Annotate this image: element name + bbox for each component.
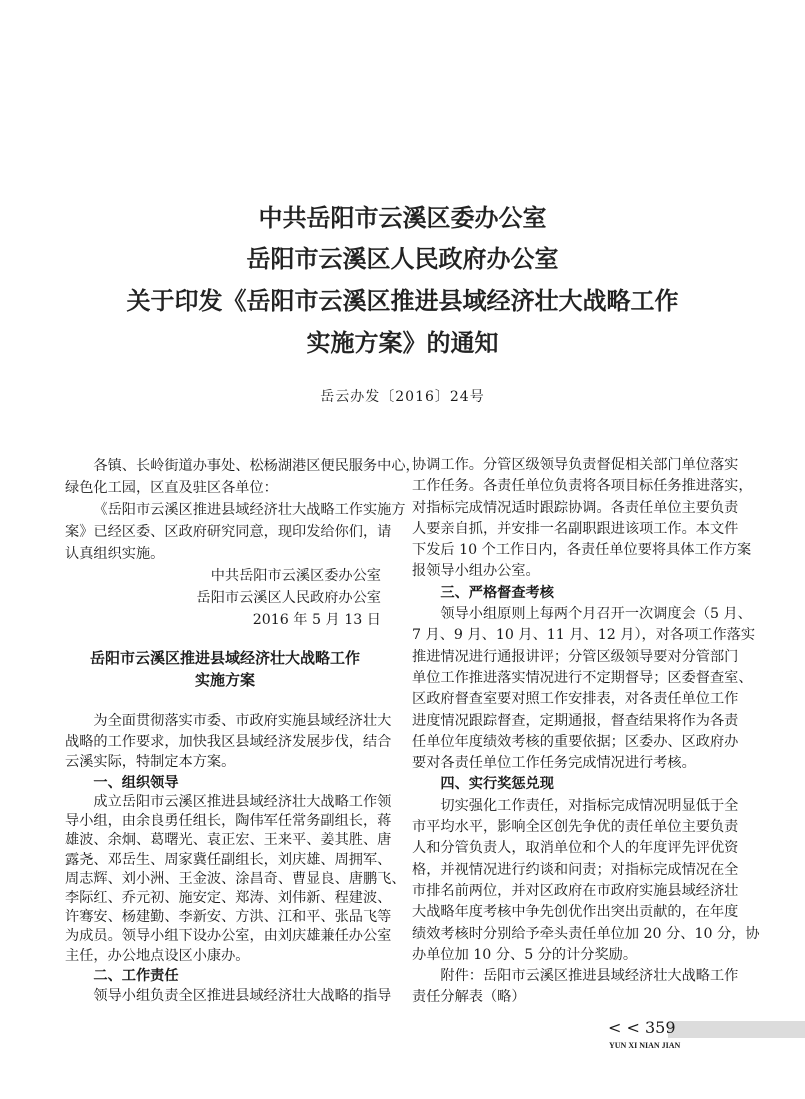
text-line: 主任，办公地点设区小康办。 — [65, 947, 250, 964]
paragraph — [65, 455, 420, 499]
text-line: 绩效考核时分别给予牵头责任单位加 20 分、10 分，协 — [412, 925, 760, 942]
text-line: 《岳阳市云溪区推进县域经济壮大战略工作实施方 — [93, 502, 406, 518]
text-line: 四、实行奖惩兑现 — [440, 776, 554, 793]
text-line: 李际红、乔元初、施安定、郑涛、刘伟新、程建波、 — [65, 890, 392, 907]
issuer-title-2: 岳阳市云溪区人民政府办公室 — [246, 245, 559, 273]
paragraph — [412, 966, 739, 1009]
text-line: 任单位年度绩效考核的重要依据；区委办、区政府办 — [412, 733, 739, 750]
text-line: 周志辉、刘小洲、王金波、涂昌奇、曹显良、唐鹏飞、 — [65, 870, 406, 887]
notice-title-2: 实施方案》的通知 — [306, 329, 499, 357]
text-line: 中共岳阳市云溪区委办公室 — [210, 568, 381, 584]
text-line: 进度情况跟踪督查，定期通报，督查结果将作为各责 — [412, 712, 739, 729]
notice-title-1: 关于印发《岳阳市云溪区推进县域经济壮大战略工作 — [126, 287, 679, 315]
text-line: 人和分管负责人，取消单位和个人的年度评先评优资 — [412, 840, 739, 857]
text-line: 工作任务。各责任单位负责将各项目标任务推进落实， — [412, 478, 753, 495]
text-line: 各镇、长岭街道办事处、松杨湖港区便民服务中心， — [93, 458, 420, 474]
text-line: 实施方案 — [194, 671, 255, 689]
text-line: 岳阳市云溪区推进县域经济壮大战略工作 — [89, 649, 360, 667]
text-line: 人要亲自抓，并安排一名副职跟进该项工作。本文件 — [412, 520, 739, 537]
text-line: 为全面贯彻落实市委、市政府实施县域经济壮大 — [93, 713, 392, 729]
text-line: 7 月、9 月、10 月、11 月、12 月），对各项工作落实 — [412, 627, 756, 644]
text-line: 2016 年 5 月 13 日 — [252, 612, 381, 628]
right-column — [412, 455, 760, 1009]
text-line: 大战略年度考核中争先创优作出突出贡献的，在年度 — [412, 904, 739, 921]
section-heading — [65, 966, 385, 986]
left-column — [65, 455, 420, 1006]
signature-block — [65, 565, 385, 631]
text-line: 露尧、邓岳生、周家冀任副组长，刘庆雄、周拥军、 — [65, 851, 392, 868]
section-heading — [412, 583, 732, 604]
text-line: 格，并视情况进行约谈和问责；对指标完成情况在全 — [412, 861, 739, 878]
text-line: 要对各责任单位工作任务完成情况进行考核。 — [412, 755, 696, 772]
text-line: 许骞安、杨建勤、李新安、方洪、江和平、张品飞等 — [65, 909, 392, 926]
text-line: 绿色化工园，区直及驻区各单位： — [65, 480, 278, 496]
text-line: 为成员。领导小组下设办公室，由刘庆雄兼任办公室 — [65, 928, 392, 945]
text-line: 市平均水平，影响全区创先争优的责任单位主要负责 — [412, 819, 739, 836]
paragraph — [65, 986, 392, 1006]
text-line: 二、工作责任 — [93, 967, 179, 984]
text-line: 办单位加 10 分、5 分的计分奖励。 — [412, 946, 638, 963]
text-line: 单位工作推进落实情况进行不定期督导；区委督查室、 — [412, 669, 753, 686]
text-line: 切实强化工作责任，对指标完成情况明显低于全 — [440, 797, 739, 814]
document-number: 岳云办发〔2016〕24号 — [320, 389, 485, 405]
text-line: 区政府督查室要对照工作安排表，对各责任单位工作 — [412, 691, 739, 708]
text-line: 对指标完成情况适时跟踪协调。各责任单位主要负责 — [412, 499, 739, 516]
text-line: 云溪实际，特制定本方案。 — [65, 754, 236, 770]
paragraph — [65, 793, 406, 966]
text-line: 案》已经区委、区政府研究同意，现印发给你们，请 — [65, 524, 392, 540]
paragraph — [412, 455, 753, 583]
text-line: 领导小组原则上每两个月召开一次调度会（5 月、 — [440, 606, 752, 623]
text-line: 领导小组负责全区推进县域经济壮大战略的指导 — [93, 987, 392, 1004]
paragraph — [65, 499, 406, 565]
text-line: 雄波、余炯、葛曙光、袁正宏、王来平、姜其胜、唐 — [65, 832, 392, 849]
section-heading — [65, 773, 385, 794]
paragraph — [412, 604, 756, 774]
text-line: 推进情况进行通报讲评；分管区级领导要对分管部门 — [412, 648, 739, 665]
text-line: 下发后 10 个工作日内，各责任单位要将具体工作方案 — [412, 542, 752, 559]
paragraph — [412, 796, 760, 966]
text-line: 岳阳市云溪区人民政府办公室 — [196, 590, 381, 606]
issuer-title-1: 中共岳阳市云溪区委办公室 — [258, 204, 547, 232]
text-line: 成立岳阳市云溪区推进县域经济壮大战略工作领 — [93, 794, 392, 810]
text-line: 一、组织领导 — [93, 774, 179, 791]
journal-name: YUN XI NIAN JIAN — [609, 1041, 681, 1050]
text-line: 报领导小组办公室。 — [412, 563, 540, 580]
text-line: 市排名前两位，并对区政府在市政府实施县域经济壮 — [412, 882, 739, 899]
text-line: 责任分解表（略） — [412, 989, 526, 1006]
text-line: 附件：岳阳市云溪区推进县域经济壮大战略工作 — [440, 968, 739, 985]
footer-bar — [668, 1021, 805, 1038]
plan-title — [65, 647, 385, 691]
text-line: 导小组，由余良勇任组长，陶伟军任常务副组长，蒋 — [65, 813, 392, 830]
paragraph — [65, 711, 392, 773]
text-line: 认真组织实施。 — [65, 546, 165, 562]
text-line: 三、严格督查考核 — [440, 584, 554, 601]
text-line: 战略的工作要求，加快我区县域经济发展步伐，结合 — [65, 733, 392, 750]
section-heading — [412, 774, 732, 795]
page-number: < < 359 — [608, 1018, 676, 1037]
text-line: 协调工作。分管区级领导负责督促相关部门单位落实 — [412, 457, 739, 473]
